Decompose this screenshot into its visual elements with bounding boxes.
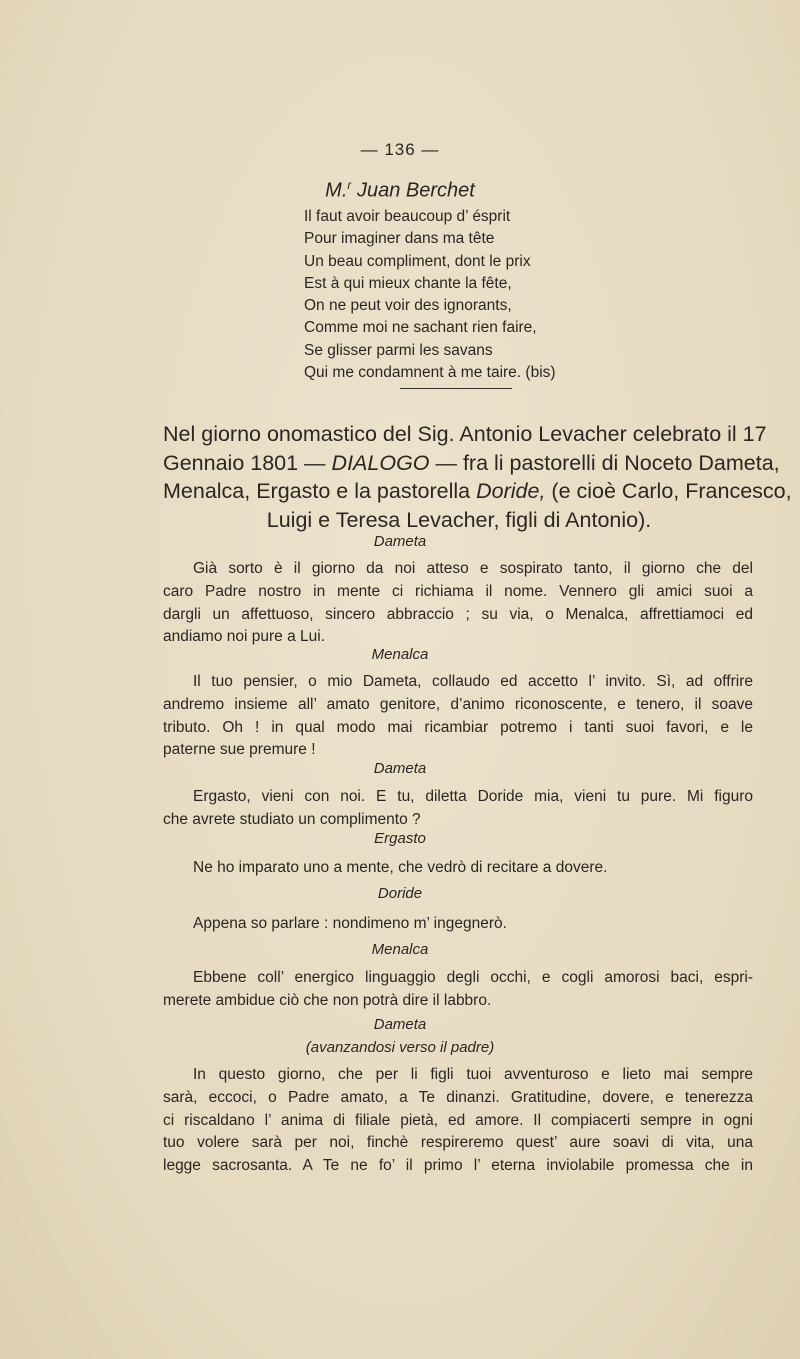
speaker-name: Dameta (373, 533, 427, 550)
poem-line: Un beau compliment, dont le prix (304, 252, 531, 270)
paragraph-line: Ergasto, vieni con noi. E tu, diletta Doride mia, vieni tu pure. Mi figuro (193, 788, 753, 805)
paragraph-line: legge sacrosanta. A Te ne fo’ il primo l’ eterna inviolabile promessa che in (163, 1157, 753, 1175)
heading-line (163, 449, 780, 478)
poem-line: On ne peut voir des ignorants, (304, 297, 512, 315)
dialogue-paragraph (163, 671, 753, 762)
poem-line: Se glisser parmi les savans (304, 341, 493, 359)
poem-title-name: Juan Berchet (351, 179, 475, 202)
paragraph-line: In questo giorno, che per li figli tuoi avventuroso e lieto mai sempre (193, 1066, 753, 1083)
paragraph-line: ci riscaldano l’ anima di filiale pietà, ed amore. Il compiacerti sempre in ogni (163, 1111, 753, 1129)
poem (304, 206, 724, 384)
paragraph-line: sarà, eccoci, o Padre amato, a Te dinanzi. Gratitudine, dovere, e tenerezza (163, 1088, 753, 1106)
dialogue-paragraph (163, 967, 753, 1013)
heading-text: Gennaio 1801 — (163, 450, 332, 475)
paragraph-line: Già sorto è il giorno da noi atteso e sospirato tanto, il giorno che del (193, 560, 753, 577)
paragraph-line: Il tuo pensier, o mio Dameta, collaudo ed accetto l’ invito. Sì, ad offrire (193, 673, 753, 690)
paragraph-line: andiamo noi pure a Lui. (163, 628, 326, 646)
paragraph-line: tributo. Oh ! in qual modo mai ricambiar potremo i tanti suoi favori, e le (163, 718, 753, 736)
poem-line: Est à qui mieux chante la fête, (304, 274, 512, 292)
paragraph-line: paterne sue premure ! (163, 741, 316, 759)
poem-title-sup: r (347, 178, 352, 192)
heading-text: (e cioè Carlo, Francesco, (545, 479, 792, 503)
poem-line: Pour imaginer dans ma tête (304, 230, 495, 248)
speaker-name: Dameta (373, 1016, 427, 1033)
heading-line: Nel giorno onomastico del Sig. Antonio Levacher celebrato il 17 (163, 422, 767, 446)
speaker-name: Menalca (371, 646, 429, 663)
heading-doride: Doride, (476, 479, 546, 503)
dialogue-paragraph (163, 913, 753, 936)
speaker-name: Doride (377, 885, 423, 902)
poem-title-prefix: M. (325, 179, 348, 202)
speaker-name: Dameta (373, 760, 427, 777)
poem-title (0, 178, 800, 203)
section-heading (163, 420, 792, 534)
speaker-name: Menalca (371, 941, 429, 958)
heading-text: — fra li pastorelli di Noceto Dameta, (429, 450, 780, 475)
paragraph-line: Ebbene coll’ energico linguaggio degli occhi, e cogli amorosi baci, espri- (193, 969, 753, 986)
paragraph-line: che avrete studiato un complimento ? (163, 810, 421, 828)
dialogue-paragraph (163, 786, 753, 832)
paragraph-line: caro Padre nostro in mente ci richiama il nome. Vennero gli amici suoi a (163, 582, 753, 600)
paragraph-line: Ne ho imparato uno a mente, che vedrò di recitare a dovere. (193, 859, 608, 876)
poem-line: Qui me condamnent à me taire. (bis) (304, 364, 556, 382)
heading-text: Menalca, Ergasto e la pastorella (163, 479, 477, 503)
paragraph-line: dargli un affettuoso, sincero abbraccio ; su via, o Menalca, affrettiamoci ed (163, 605, 753, 623)
paragraph-line: Appena so parlare : nondimeno m’ ingegnerò. (193, 915, 507, 932)
heading-line (163, 477, 792, 506)
section-divider (400, 388, 512, 389)
paragraph-line: tuo volere sarà per noi, finchè respireremo quest’ aure soavi di vita, una (163, 1134, 753, 1152)
poem-line: Comme moi ne sachant rien faire, (304, 319, 537, 337)
heading-dialogo: DIALOGO (331, 450, 430, 475)
dialogue-paragraph (163, 857, 753, 880)
stage-direction: (avanzandosi verso il padre) (305, 1039, 495, 1056)
paragraph-line: andremo insieme all’ amato genitore, d’animo riconoscente, e tenero, il soave (163, 695, 753, 713)
page-number: — 136 — (360, 140, 440, 159)
dialogue-paragraph (163, 1064, 753, 1178)
dialogue-paragraph (163, 558, 753, 649)
poem-line: Il faut avoir beaucoup d’ ésprit (304, 208, 511, 225)
heading-line: Luigi e Teresa Levacher, figli di Antonio). (266, 507, 652, 532)
paragraph-line: merete ambidue ciò che non potrà dire il labbro. (163, 991, 492, 1009)
speaker-name: Ergasto (374, 830, 426, 847)
